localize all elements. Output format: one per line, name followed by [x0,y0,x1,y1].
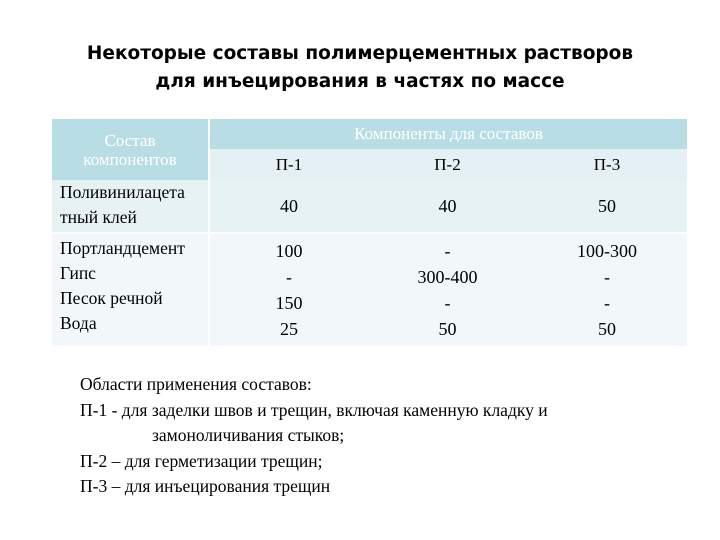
value: 150 [275,293,303,313]
value-cell-p1 [209,233,368,346]
row-name-line: Гипс [60,263,96,283]
row-name-line: Песок речной [60,288,163,308]
value: - [286,267,292,287]
value: - [444,241,451,261]
column-header-p2: П-2 [368,149,527,180]
column-header-p1: П-1 [209,149,368,180]
value: 100-300 [577,241,637,261]
row-name-line: Портландцемент [60,238,185,258]
row-name-line: Вода [60,313,97,333]
header-component-line-2: компонентов [83,149,177,169]
header-group-cell: Компоненты для составов [209,119,687,149]
row-name-line: Поливинилацета [60,182,185,202]
value: 50 [598,319,616,339]
value-cell-p2 [368,233,527,346]
slide-title [0,40,720,96]
note-p3: П-3 – для инъецирования трещин [80,476,331,496]
value-cell-p3: 50 [527,180,687,233]
title-line-1: Некоторые составы полимерцементных растворов [86,43,634,64]
row-name-cell [52,233,209,346]
notes-heading: Области применения составов: [80,374,312,394]
row-name-line: тный клей [60,207,137,227]
note-p2: П-2 – для герметизации трещин; [80,450,323,471]
table-row [52,233,687,346]
value: - [604,267,610,287]
header-component-cell [52,119,209,180]
application-notes [80,372,700,500]
value-cell-p1: 40 [209,180,368,233]
value: 25 [280,319,298,339]
composition-table [52,119,687,346]
value: 300-400 [417,267,478,287]
value-cell-p2: 40 [368,180,527,233]
value: 50 [438,319,457,339]
value: - [444,293,451,313]
value: - [604,293,610,313]
value-cell-p3 [527,233,687,346]
table-row [52,180,687,233]
title-line-2: для инъецирования в частях по массе [155,71,565,92]
note-p1: П-1 - для заделки швов и трещин, включая каменную кладку и [80,399,548,420]
column-header-p3: П-3 [527,149,687,180]
note-p1-continuation: замоноличивания стыков; [152,425,345,445]
row-name-cell [52,180,209,233]
header-component-line-1: Состав [104,130,156,150]
value: 100 [275,241,303,261]
